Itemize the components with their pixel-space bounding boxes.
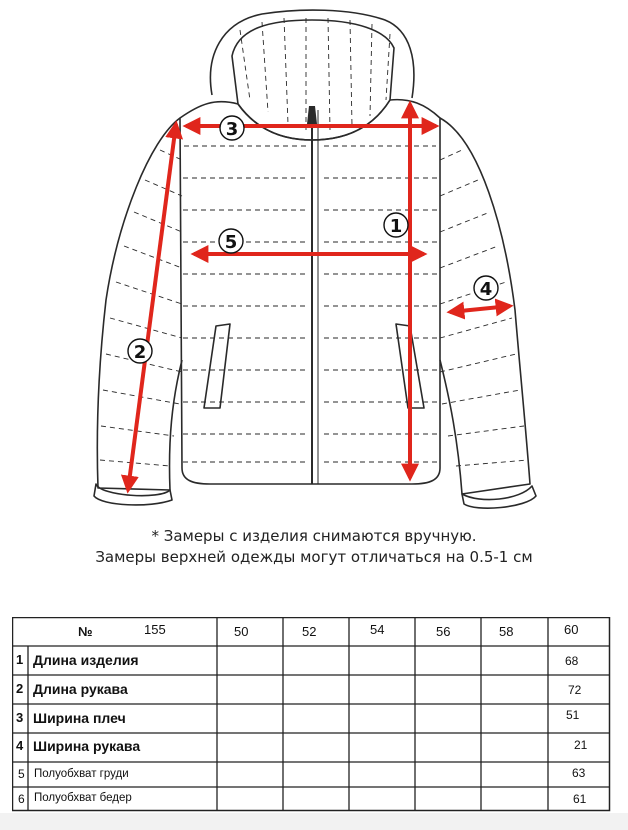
- table-header-size: 60: [564, 622, 579, 637]
- table-header-size: 54: [370, 622, 385, 637]
- row-value: 68: [565, 654, 579, 668]
- body-outline: [180, 100, 440, 484]
- row-value: 51: [566, 708, 580, 722]
- table-header-size: 155: [144, 622, 166, 637]
- row-name: Ширина рукава: [33, 738, 141, 754]
- note-line-1: * Замеры с изделия снимаются вручную.: [151, 527, 477, 545]
- left-cuff: [94, 484, 172, 505]
- row-number: 1: [16, 652, 24, 667]
- row-value: 21: [574, 738, 588, 752]
- marker-label: 1: [389, 216, 403, 237]
- arrow-4-sleeve-width: [450, 306, 510, 312]
- marker-5: [219, 229, 243, 253]
- marker-1: [384, 213, 408, 237]
- note-line-2: Замеры верхней одежды могут отличаться на 0.5-1 см: [95, 548, 533, 566]
- row-name: Ширина плеч: [33, 710, 126, 726]
- marker-2: [128, 339, 152, 363]
- table-header-size: 58: [499, 624, 514, 639]
- table-header-size: 56: [436, 624, 451, 639]
- row-name: Длина изделия: [33, 652, 139, 668]
- arrow-2-sleeve: [128, 124, 176, 490]
- table-header-size: 50: [234, 624, 249, 639]
- left-pocket: [204, 324, 230, 408]
- row-value: 63: [572, 766, 586, 780]
- row-number: 3: [16, 710, 24, 725]
- right-sleeve-outline: [440, 118, 530, 494]
- bottom-strip: [0, 813, 628, 830]
- row-number: 5: [18, 767, 25, 781]
- table-header-size: 52: [302, 624, 317, 639]
- row-value: 61: [573, 792, 587, 806]
- row-number: 6: [18, 792, 25, 806]
- row-number: 4: [16, 738, 24, 753]
- marker-4: [474, 276, 498, 300]
- row-number: 2: [16, 681, 24, 696]
- row-name: Длина рукава: [33, 681, 128, 697]
- row-name: Полуобхват бедер: [34, 792, 132, 804]
- marker-label: 4: [479, 279, 493, 300]
- table-header-number: №: [78, 624, 93, 639]
- row-name: Полуобхват груди: [34, 768, 129, 780]
- marker-label: 3: [225, 119, 239, 140]
- marker-label: 2: [133, 342, 147, 363]
- marker-label: 5: [224, 232, 238, 253]
- row-value: 72: [568, 683, 582, 697]
- marker-3: [220, 116, 244, 140]
- hood-outline: [210, 10, 413, 98]
